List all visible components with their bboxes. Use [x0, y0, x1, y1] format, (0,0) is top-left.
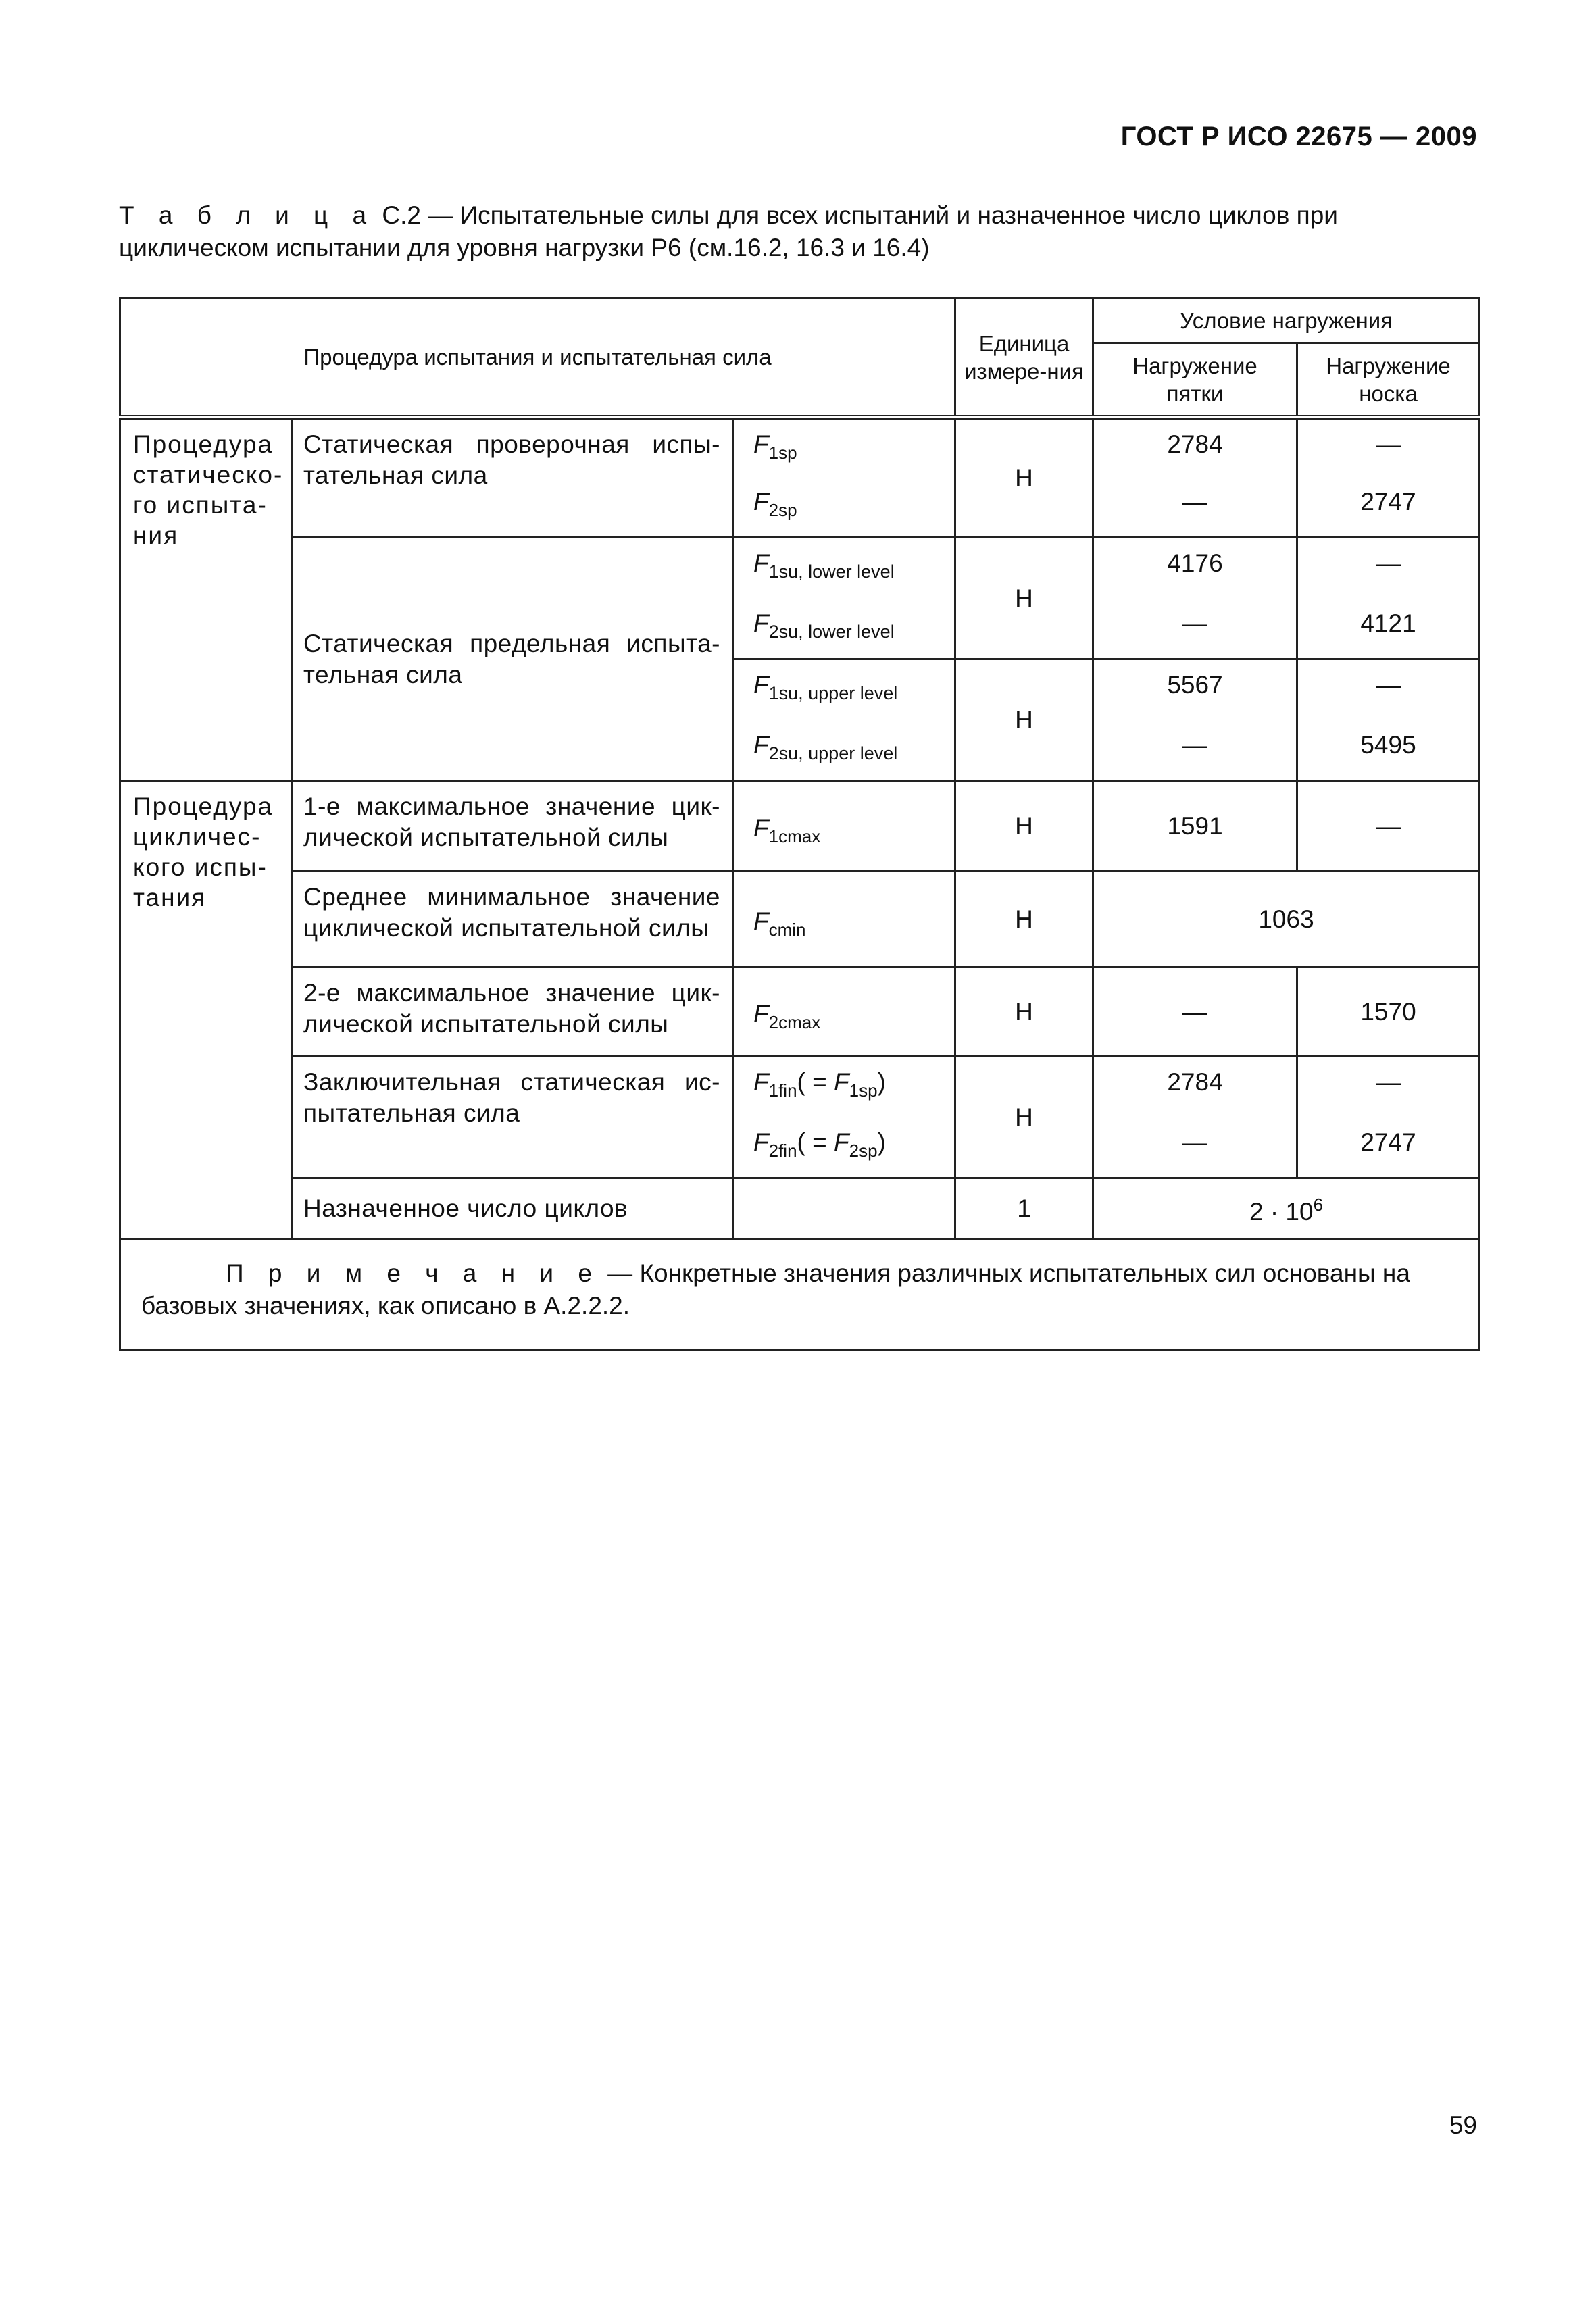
cycles-base: 2 · 10: [1249, 1198, 1314, 1226]
cycles-unit: 1: [955, 1178, 1093, 1239]
final-static-heel1: 2784: [1093, 1057, 1297, 1117]
cyc-max2-toe: 1570: [1297, 967, 1480, 1057]
sym-sub: 1fin: [768, 1080, 797, 1101]
header-unit: [955, 299, 1093, 418]
note-text: — Конкретные значения различных испытательных сил основаны на базовых значениях, как описано в А.2.2.2.: [141, 1259, 1410, 1319]
static-ult-lower-heel2: —: [1093, 599, 1297, 659]
sym-sub: 1sp: [768, 443, 797, 463]
sym-sub: 1su, upper level: [768, 683, 898, 703]
final-static-name: Заключительная статическая ис-пытательная сила: [292, 1057, 734, 1178]
static-ult-upper-sym2: [734, 720, 955, 781]
sym-paren: ): [877, 1068, 886, 1096]
group-static: Процедура статическо-го испыта-ния: [120, 418, 292, 781]
final-static-sym2: [734, 1117, 955, 1178]
static-proof-heel1: 2784: [1093, 418, 1297, 477]
group-cyclic: Процедура цикличес-кого испы-тания: [120, 781, 292, 1239]
sym-f: F: [834, 1068, 849, 1096]
header-unit-label: Единица измере-ния: [964, 330, 1084, 384]
sym-f: F: [753, 671, 769, 699]
header-condition: Условие нагружения: [1093, 299, 1480, 343]
table-note: [120, 1239, 1480, 1351]
cyc-max2-heel: —: [1093, 967, 1297, 1057]
cyc-max2-sym: [734, 967, 955, 1057]
sym-sub: 1su, lower level: [768, 561, 895, 582]
cycles-name: Назначенное число циклов: [292, 1178, 734, 1239]
sym-eq: ( =: [797, 1128, 834, 1156]
sym-f: F: [753, 813, 769, 842]
static-proof-unit: Н: [955, 418, 1093, 538]
sym-f: F: [753, 1068, 769, 1096]
sym-f: F: [753, 549, 769, 577]
final-static-heel2: —: [1093, 1117, 1297, 1178]
sym-sub: 1sp: [849, 1080, 878, 1101]
static-ult-lower-toe1: —: [1297, 538, 1480, 599]
sym-f: F: [753, 907, 769, 935]
sym-sub: 1cmax: [768, 826, 821, 847]
static-ult-lower-sym1: [734, 538, 955, 599]
final-static-toe1: —: [1297, 1057, 1480, 1117]
static-ult-label: Статическая предельная испыта-тельная сила: [303, 629, 720, 688]
sym-paren: ): [877, 1128, 886, 1156]
sym-f: F: [753, 999, 769, 1028]
static-ult-upper-heel1: 5567: [1093, 659, 1297, 720]
header-toe: [1297, 343, 1480, 418]
cyc-max2-name: 2-е максимальное значение цик-лической испытательной силы: [292, 967, 734, 1057]
sym-sub: 2su, upper level: [768, 743, 898, 763]
cyc-min-sym: [734, 872, 955, 967]
table-caption: [119, 199, 1477, 264]
static-ult-lower-toe2: 4121: [1297, 599, 1480, 659]
sym-sub: cmin: [768, 919, 806, 940]
sym-f: F: [753, 609, 769, 637]
document-header: ГОСТ Р ИСО 22675 — 2009: [1120, 122, 1477, 151]
sym-f: F: [753, 730, 769, 759]
cycles-value: [1093, 1178, 1480, 1239]
sym-f: F: [834, 1128, 849, 1156]
static-proof-sym1: [734, 418, 955, 477]
static-ult-lower-sym2: [734, 599, 955, 659]
sym-f: F: [753, 1128, 769, 1156]
sym-eq: ( =: [797, 1068, 834, 1096]
static-proof-toe2: 2747: [1297, 477, 1480, 538]
sym-sub: 2cmax: [768, 1011, 821, 1032]
sym-sub: 2sp: [768, 499, 797, 520]
header-procedure: Процедура испытания и испытательная сила: [120, 299, 955, 418]
cycles-exp: 6: [1313, 1194, 1324, 1215]
final-static-unit: Н: [955, 1057, 1093, 1178]
static-ult-lower-unit: Н: [955, 538, 1093, 659]
static-ult-upper-sym1: [734, 659, 955, 720]
static-proof-sym2: [734, 477, 955, 538]
static-ult-upper-toe2: 5495: [1297, 720, 1480, 781]
sym-f: F: [753, 430, 769, 458]
test-forces-table: [119, 297, 1480, 1351]
cyc-min-value: 1063: [1093, 872, 1480, 967]
sym-sub: 2sp: [849, 1140, 878, 1161]
header-heel: [1093, 343, 1297, 418]
header-toe-label: Нагружение носка: [1326, 353, 1451, 406]
static-ult-upper-toe1: —: [1297, 659, 1480, 720]
header-heel-label: Нагружение пятки: [1132, 353, 1257, 406]
static-ult-lower-heel1: 4176: [1093, 538, 1297, 599]
static-proof-name: Статическая проверочная испы-тательная сила: [292, 418, 734, 538]
sym-f: F: [753, 487, 769, 515]
cyc-max2-unit: Н: [955, 967, 1093, 1057]
cyc-min-name: Среднее минимальное значение циклической испытательной силы: [292, 872, 734, 967]
static-proof-toe1: —: [1297, 418, 1480, 477]
sym-sub: 2su, lower level: [768, 621, 895, 642]
static-ult-upper-heel2: —: [1093, 720, 1297, 781]
page-number: 59: [1449, 2111, 1477, 2139]
cyc-max1-toe: —: [1297, 781, 1480, 872]
cyc-max1-sym: [734, 781, 955, 872]
static-proof-heel2: —: [1093, 477, 1297, 538]
static-ult-name: [292, 538, 734, 781]
static-ult-upper-unit: Н: [955, 659, 1093, 781]
note-label: П р и м е ч а н и е: [226, 1259, 601, 1287]
final-static-toe2: 2747: [1297, 1117, 1480, 1178]
cyc-max1-unit: Н: [955, 781, 1093, 872]
caption-label: Т а б л и ц а: [119, 201, 376, 229]
cyc-min-unit: Н: [955, 872, 1093, 967]
cycles-sym-empty: [734, 1178, 955, 1239]
final-static-sym1: [734, 1057, 955, 1117]
sym-sub: 2fin: [768, 1140, 797, 1161]
cyc-max1-name: 1-е максимальное значение цик-лической испытательной силы: [292, 781, 734, 872]
caption-text: С.2 — Испытательные силы для всех испытаний и назначенное число циклов при циклическом испытании для уровня нагрузки P6 (см.16.2, 16.3 и 16.4): [119, 201, 1338, 261]
cyc-max1-heel: 1591: [1093, 781, 1297, 872]
